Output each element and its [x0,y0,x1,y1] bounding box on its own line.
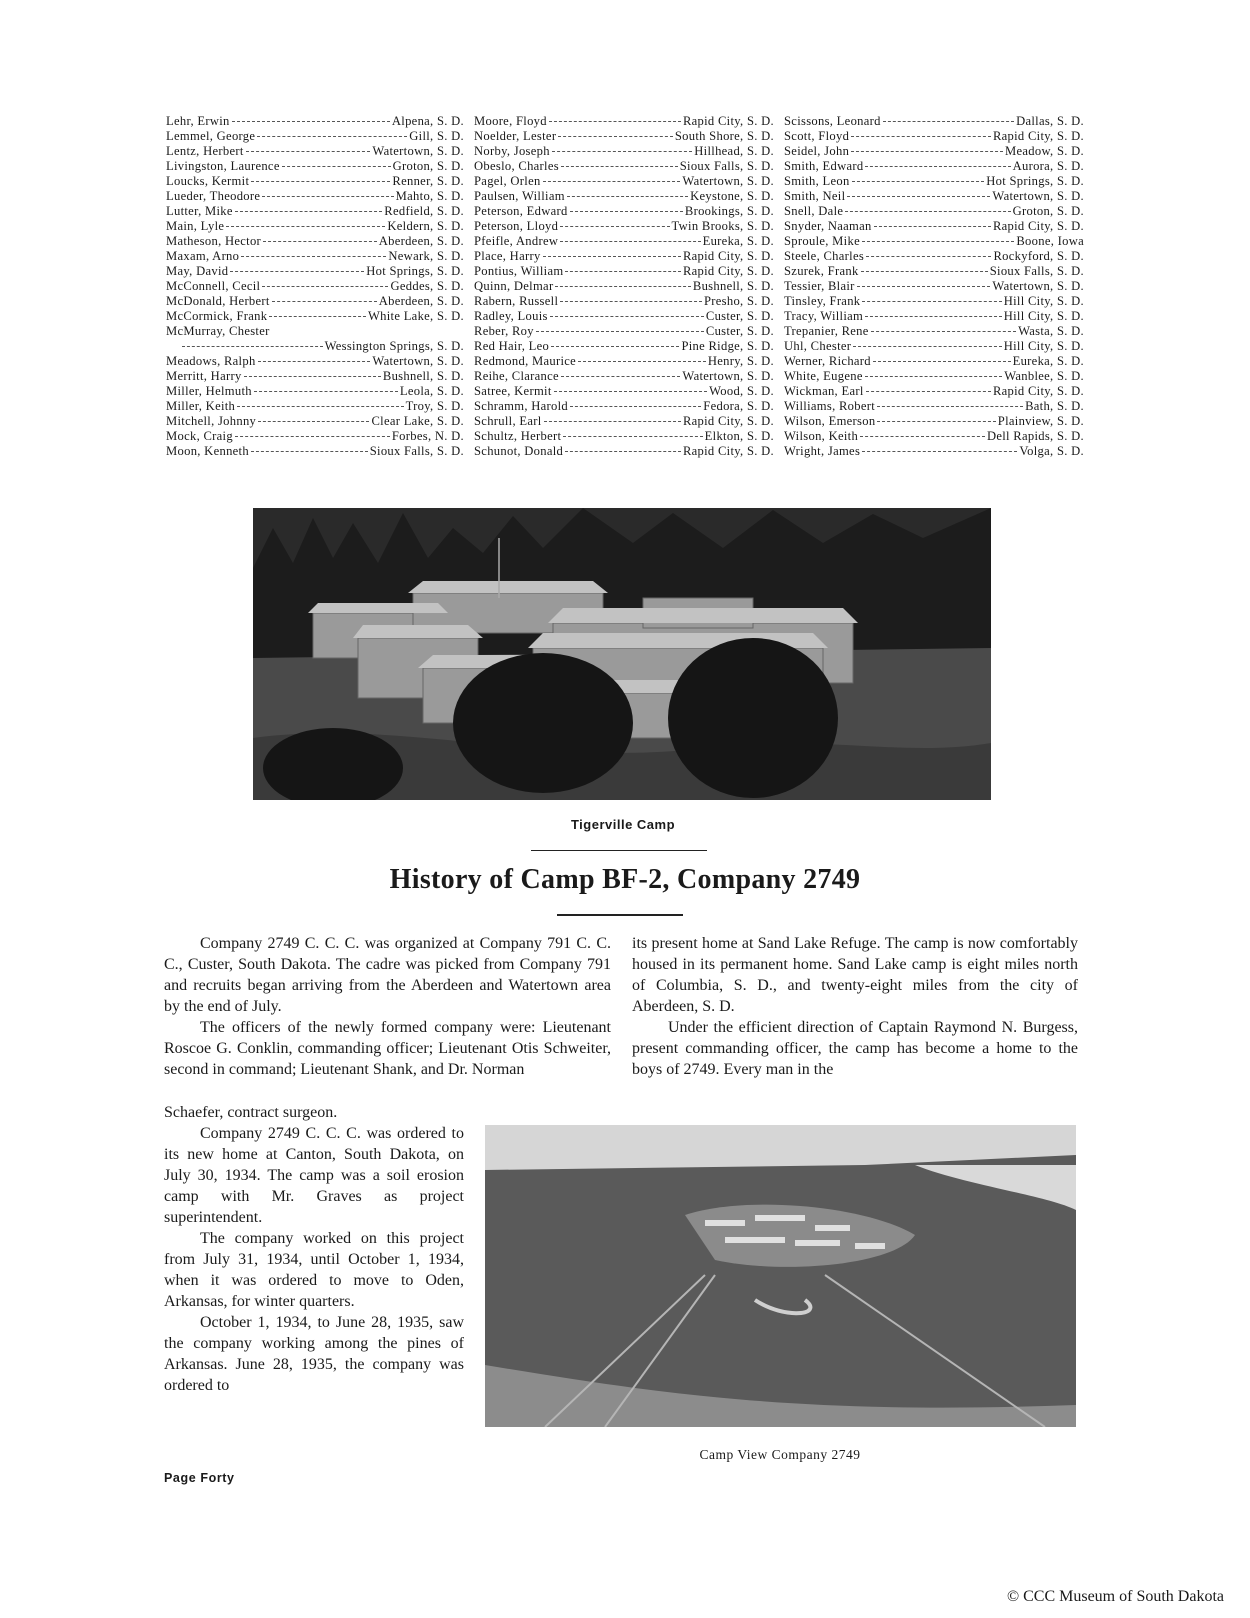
roster-name: Wilson, Emerson [784,414,876,428]
dot-leader [272,301,377,302]
dot-leader [258,361,371,362]
roster-hometown: White Lake, S. D. [367,309,464,323]
article-paragraph: its present home at Sand Lake Refuge. The camp is now comfortably housed in its permanent home. Sand Lake camp is eight miles north of Columbia, S. D., and twenty-eight miles from the city of Aberdeen, S. D. [632,935,1078,1015]
roster-entry [166,204,464,219]
roster-name: Pfeifle, Andrew [474,234,559,248]
roster-name: Moore, Floyd [474,114,547,128]
roster-hometown: Rapid City, S. D. [992,384,1084,398]
dot-leader [257,136,407,137]
dot-leader [570,406,701,407]
roster-hometown: Watertown, S. D. [682,369,774,383]
roster-entry [784,279,1084,294]
roster-entry [474,399,774,414]
page-number: Page Forty [164,1471,235,1485]
roster-entry [474,354,774,369]
roster-entry [166,324,464,339]
roster-column-3 [784,114,1084,459]
article-paragraph: Company 2749 C. C. C. was ordered to its new home at Canton, South Dakota, on July 30, 1934. The camp was a soil erosion camp with Mr. Graves as project superintendent. [164,1125,464,1226]
roster-name: Main, Lyle [166,219,225,233]
dot-leader [877,421,995,422]
roster-name: Miller, Helmuth [166,384,252,398]
roster-entry [784,369,1084,384]
dot-leader [883,121,1014,122]
roster-name: McCormick, Frank [166,309,268,323]
roster-name: Red Hair, Leo [474,339,550,353]
roster-name: Redmond, Maurice [474,354,577,368]
dot-leader [263,241,377,242]
dot-leader [578,361,706,362]
roster-name: Williams, Robert [784,399,876,413]
roster-hometown: Fedora, S. D. [703,399,774,413]
roster-name: Trepanier, Rene [784,324,869,338]
article-paragraph: Company 2749 C. C. C. was organized at Company 791 C. C. C., Custer, South Dakota. The cadre was picked from Company 791 and recruits began arriving from the Aberdeen and Watertown area by the end of July. [164,935,611,1015]
roster-hometown: Dell Rapids, S. D. [986,429,1084,443]
tigerville-camp-caption: Tigerville Camp [570,817,676,832]
roster-entry [474,294,774,309]
roster-name: Schramm, Harold [474,399,569,413]
roster-hometown: Brookings, S. D. [684,204,774,218]
dot-leader [862,241,1014,242]
dot-leader [857,286,991,287]
roster-entry [784,129,1084,144]
roster-name: Smith, Leon [784,174,850,188]
dot-leader [861,271,988,272]
dot-leader [232,121,390,122]
dot-leader [865,376,1002,377]
roster-entry [166,384,464,399]
roster-name: Peterson, Edward [474,204,568,218]
roster-entry [166,264,464,279]
roster-entry [166,444,464,459]
roster-name: Sproule, Mike [784,234,860,248]
dot-leader [560,241,700,242]
roster-name: Rabern, Russell [474,294,559,308]
roster-hometown: Dallas, S. D. [1016,114,1084,128]
roster-hometown: Presho, S. D. [703,294,774,308]
dot-leader [182,346,323,347]
roster-hometown: Groton, S. D. [392,159,464,173]
dot-leader [874,226,991,227]
roster-name: McConnell, Cecil [166,279,261,293]
roster-entry [784,339,1084,354]
roster-hometown: Keldern, S. D. [387,219,464,233]
roster-name: Moon, Kenneth [166,444,249,458]
roster-name: Reihe, Clarance [474,369,559,383]
article-paragraph: Under the efficient direction of Captain Raymond N. Burgess, present commanding officer, the camp has become a home to the boys of 2749. Every man in the [632,1019,1078,1078]
dot-leader [862,301,1001,302]
roster-name: Schultz, Herbert [474,429,562,443]
roster-name: Tracy, William [784,309,864,323]
article-left-column-top [164,933,611,1080]
tigerville-camp-illustration [253,508,991,800]
dot-leader [543,181,681,182]
roster-entry [784,294,1084,309]
roster-hometown: Rapid City, S. D. [992,219,1084,233]
roster-entry [474,249,774,264]
article-paragraph: October 1, 1934, to June 28, 1935, saw the company working among the pines of Arkansas. June 28, 1935, the company was ordered to [164,1314,464,1394]
roster-column-1 [166,114,464,459]
dot-leader [871,331,1016,332]
roster-entry [166,114,464,129]
roster-entry [166,249,464,264]
roster-hometown: Wood, S. D. [709,384,774,398]
dot-leader [262,196,393,197]
roster-name: Scissons, Leonard [784,114,881,128]
roster-hometown: Sioux Falls, S. D. [679,159,774,173]
roster-name: Norby, Joseph [474,144,550,158]
roster-hometown: Newark, S. D. [388,249,464,263]
roster-hometown: Forbes, N. D. [391,429,464,443]
roster-name: Snell, Dale [784,204,844,218]
roster-entry [474,279,774,294]
roster-name: Merritt, Harry [166,369,242,383]
roster-hometown: Wasta, S. D. [1018,324,1084,338]
roster-name: Quinn, Delmar [474,279,554,293]
dot-leader [852,181,985,182]
roster-entry [166,174,464,189]
roster-name: McMurray, Chester [166,324,270,338]
article-right-column [632,933,1078,1080]
roster-entry [166,144,464,159]
roster-name: Wilson, Keith [784,429,859,443]
roster-hometown: Watertown, S. D. [682,174,774,188]
roster-hometown: Plainview, S. D. [997,414,1084,428]
roster-hometown: Pine Ridge, S. D. [681,339,774,353]
roster-hometown: Rapid City, S. D. [682,249,774,263]
roster-hometown: Wanblee, S. D. [1004,369,1084,383]
roster-name: Obeslo, Charles [474,159,559,173]
dot-leader [258,421,369,422]
roster-hometown: Aurora, S. D. [1012,159,1084,173]
roster-entry [474,414,774,429]
roster-name: Loucks, Kermit [166,174,250,188]
roster-hometown: Custer, S. D. [705,309,774,323]
dot-leader [865,166,1010,167]
dot-leader [251,181,390,182]
roster-entry [784,444,1084,459]
dot-leader [866,256,991,257]
dot-leader [847,196,990,197]
roster-hometown: South Shore, S. D. [674,129,774,143]
roster-hometown: Rockyford, S. D. [993,249,1084,263]
roster-name: Paulsen, William [474,189,565,203]
roster-entry [474,444,774,459]
roster-column-2 [474,114,774,459]
dot-leader [235,211,383,212]
roster-hometown: Eureka, S. D. [702,234,774,248]
roster-name: Matheson, Hector [166,234,262,248]
roster-hometown: Custer, S. D. [705,324,774,338]
dot-leader [860,436,985,437]
roster-entry [166,309,464,324]
roster-hometown: Twin Brooks, S. D. [671,219,774,233]
dot-leader [543,256,681,257]
dot-leader [845,211,1010,212]
roster-entry [784,384,1084,399]
roster-name: Noelder, Lester [474,129,557,143]
roster-entry [784,114,1084,129]
dot-leader [561,166,678,167]
dot-leader [560,226,669,227]
roster-hometown: Watertown, S. D. [372,354,464,368]
roster-entry [784,144,1084,159]
roster-name: Uhl, Chester [784,339,852,353]
roster-name: Werner, Richard [784,354,871,368]
dot-leader [873,361,1011,362]
roster-entry [166,234,464,249]
roster-entry [166,159,464,174]
dot-leader [561,376,681,377]
dot-leader [235,436,390,437]
roster-name: Mitchell, Johnny [166,414,257,428]
roster-entry [784,219,1084,234]
roster-hometown: Groton, S. D. [1012,204,1084,218]
dot-leader [560,301,702,302]
roster-hometown: Renner, S. D. [392,174,464,188]
dot-leader [558,136,673,137]
roster-hometown: Henry, S. D. [707,354,774,368]
roster-hometown: Elkton, S. D. [704,429,774,443]
roster-name: Maxam, Arno [166,249,240,263]
roster-name: Smith, Edward [784,159,864,173]
dot-leader [282,166,391,167]
roster-entry [784,354,1084,369]
dot-leader [862,451,1017,452]
dot-leader [853,346,1001,347]
roster-entry [474,384,774,399]
roster-name: Schunot, Donald [474,444,564,458]
roster-hometown: Volga, S. D. [1019,444,1084,458]
title-rule-top [531,850,707,851]
roster-name: Lentz, Herbert [166,144,244,158]
dot-leader [226,226,385,227]
dot-leader [544,421,681,422]
roster-hometown: Sioux Falls, S. D. [369,444,464,458]
roster-name: McDonald, Herbert [166,294,270,308]
roster-name: Smith, Neil [784,189,846,203]
dot-leader [246,151,371,152]
dot-leader [230,271,364,272]
roster-hometown: Gill, S. D. [409,129,464,143]
roster-name: Lemmel, George [166,129,256,143]
roster-entry [166,129,464,144]
dot-leader [570,211,683,212]
roster-entry [474,369,774,384]
roster-hometown: Watertown, S. D. [992,279,1084,293]
roster-entry [784,324,1084,339]
roster-name: May, David [166,264,229,278]
roster-entry [474,174,774,189]
roster-name: Wright, James [784,444,861,458]
camp-view-illustration [485,1125,1076,1427]
dot-leader [251,451,368,452]
roster-entry [166,219,464,234]
roster-name: Tessier, Blair [784,279,855,293]
dot-leader [567,196,688,197]
roster-name: Lehr, Erwin [166,114,230,128]
roster-hometown: Hot Springs, S. D. [986,174,1084,188]
roster-entry [474,114,774,129]
camp-view-caption: Camp View Company 2749 [699,1447,861,1462]
roster-name: Schrull, Earl [474,414,542,428]
dot-leader [865,316,1002,317]
roster-name: Meadows, Ralph [166,354,256,368]
roster-entry [166,279,464,294]
dot-leader [551,346,679,347]
roster-entry [784,174,1084,189]
dot-leader [563,436,702,437]
roster-name: Livingston, Laurence [166,159,280,173]
roster-entry [784,234,1084,249]
roster-name: Pagel, Orlen [474,174,541,188]
roster-entry [784,399,1084,414]
roster-entry [166,399,464,414]
roster-entry [474,324,774,339]
roster-hometown: Bushnell, S. D. [382,369,464,383]
roster-entry [474,339,774,354]
dot-leader [555,286,690,287]
roster-hometown: Redfield, S. D. [384,204,464,218]
dot-leader [851,136,991,137]
dot-leader [549,121,681,122]
roster-hometown: Aberdeen, S. D. [378,294,464,308]
roster-hometown: Bath, S. D. [1025,399,1084,413]
dot-leader [552,151,692,152]
roster-name: Place, Harry [474,249,541,263]
dot-leader [241,256,386,257]
roster-entry [784,159,1084,174]
article-paragraph: The company worked on this project from July 31, 1934, until October 1, 1934, when it was ordered to move to Oden, Arkansas, for winter quarters. [164,1230,464,1310]
roster-hometown: Hill City, S. D. [1003,339,1084,353]
roster-entry [784,414,1084,429]
roster-hometown: Rapid City, S. D. [992,129,1084,143]
title-rule-bottom [557,914,683,916]
roster-entry [166,294,464,309]
roster-name: Miller, Keith [166,399,236,413]
roster-hometown: Keystone, S. D. [690,189,774,203]
roster-hometown: Rapid City, S. D. [682,444,774,458]
roster-entry [474,234,774,249]
roster-hometown: Watertown, S. D. [992,189,1084,203]
roster-name: White, Eugene [784,369,863,383]
roster-hometown: Bushnell, S. D. [692,279,774,293]
roster-name: Lueder, Theodore [166,189,261,203]
roster-hometown: Hot Springs, S. D. [366,264,464,278]
roster-name: Seidel, John [784,144,850,158]
roster-list [0,114,1250,474]
dot-leader [536,331,704,332]
roster-name: Tinsley, Frank [784,294,861,308]
roster-hometown: Leola, S. D. [399,384,464,398]
copyright-notice: © CCC Museum of South Dakota [1006,1588,1224,1605]
dot-leader [851,151,1003,152]
roster-hometown: Rapid City, S. D. [682,114,774,128]
roster-name: Mock, Craig [166,429,233,443]
roster-name: Lutter, Mike [166,204,233,218]
roster-entry [474,264,774,279]
roster-entry [784,309,1084,324]
roster-hometown: Hill City, S. D. [1003,294,1084,308]
roster-entry [784,429,1084,444]
dot-leader [866,391,991,392]
dot-leader [565,271,681,272]
roster-hometown: Mahto, S. D. [395,189,464,203]
roster-name: Pontius, William [474,264,564,278]
roster-entry [166,189,464,204]
roster-name: Satree, Kermit [474,384,552,398]
roster-hometown: Geddes, S. D. [390,279,464,293]
roster-hometown: Hillhead, S. D. [694,144,774,158]
tigerville-camp-photo [253,508,991,800]
roster-entry [784,264,1084,279]
roster-hometown: Troy, S. D. [405,399,464,413]
roster-entry [474,204,774,219]
roster-name: Peterson, Lloyd [474,219,559,233]
dot-leader [565,451,681,452]
article-paragraph: The officers of the newly formed company were: Lieutenant Roscoe G. Conklin, commanding officer; Lieutenant Otis Schweiter, second in command; Lieutenant Shank, and Dr. Norman [164,1019,611,1078]
roster-hometown: Boone, Iowa [1016,234,1084,248]
roster-entry [474,129,774,144]
dot-leader [262,286,388,287]
article-left-column-narrow [164,1102,464,1396]
roster-name: Scott, Floyd [784,129,850,143]
roster-entry [474,309,774,324]
roster-entry [474,219,774,234]
dot-leader [877,406,1023,407]
roster-hometown: Meadow, S. D. [1005,144,1084,158]
roster-entry [166,369,464,384]
roster-name: Steele, Charles [784,249,865,263]
dot-leader [550,316,704,317]
roster-hometown: Sioux Falls, S. D. [989,264,1084,278]
roster-entry [166,414,464,429]
roster-hometown: Wessington Springs, S. D. [324,339,464,353]
roster-hometown: Aberdeen, S. D. [378,234,464,248]
dot-leader [269,316,366,317]
roster-name: Snyder, Naaman [784,219,872,233]
roster-entry [474,189,774,204]
roster-hometown: Rapid City, S. D. [682,264,774,278]
roster-name: Reber, Roy [474,324,534,338]
roster-hometown: Rapid City, S. D. [682,414,774,428]
roster-name: Szurek, Frank [784,264,859,278]
roster-hometown: Watertown, S. D. [372,144,464,158]
roster-entry [166,429,464,444]
roster-name: Wickman, Earl [784,384,864,398]
dot-leader [244,376,381,377]
roster-hometown: Hill City, S. D. [1003,309,1084,323]
roster-hometown: Eureka, S. D. [1012,354,1084,368]
roster-entry [784,249,1084,264]
roster-entry [474,144,774,159]
article-title: History of Camp BF-2, Company 2749 [389,864,861,895]
roster-entry [166,354,464,369]
roster-name: Radley, Louis [474,309,548,323]
article-paragraph: Schaefer, contract surgeon. [164,1104,338,1121]
roster-entry [784,189,1084,204]
roster-entry [784,204,1084,219]
camp-view-photo [485,1125,1076,1427]
roster-hometown: Clear Lake, S. D. [371,414,464,428]
dot-leader [237,406,403,407]
roster-entry [474,429,774,444]
roster-entry [166,339,464,354]
roster-hometown: Alpena, S. D. [391,114,464,128]
dot-leader [554,391,707,392]
roster-entry [474,159,774,174]
dot-leader [254,391,398,392]
